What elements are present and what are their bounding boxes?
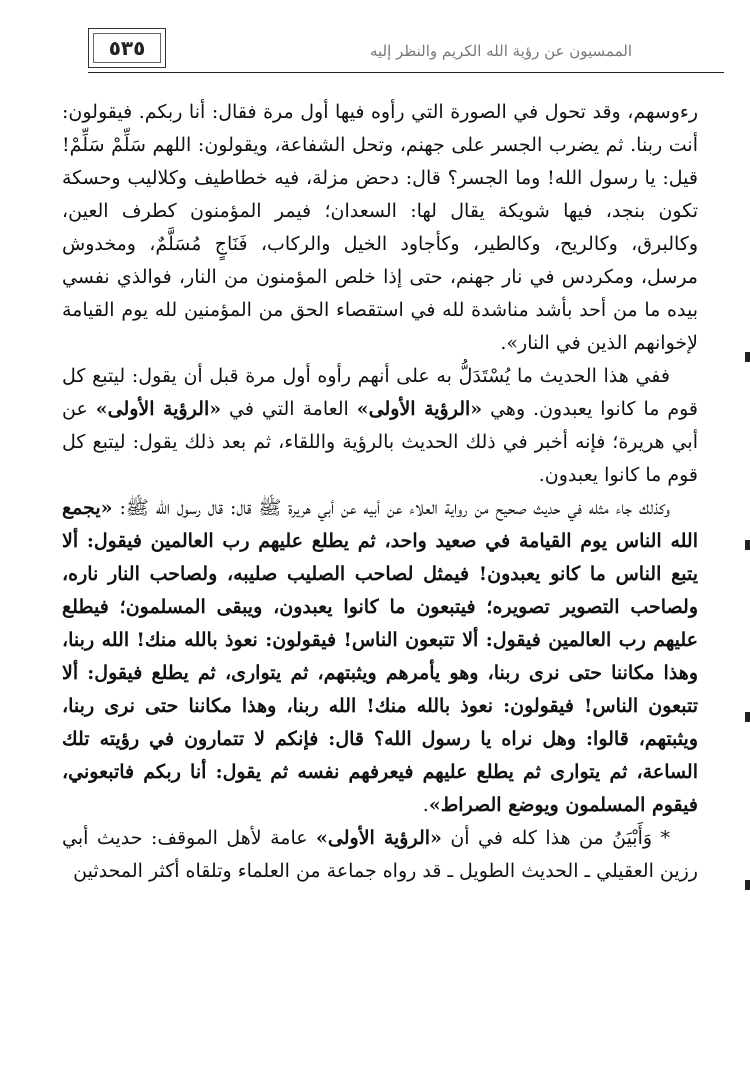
- binding-mark: [745, 712, 750, 722]
- paragraph-4: [62, 822, 698, 888]
- hadith-quote: «يجمع الله الناس يوم القيامة في صعيد واحد، ثم يطلع عليهم رب العالمين فيقول: ألا يتبع الناس ما كانو يعبدون! فيمثل لصاحب الصليب صليبه، ولصاحب النار ناره، ولصاحب التصوير تصويره؛ فيتبعون ما كانوا يعبدون، ويبقى المسلمون؛ فيطلع عليهم رب العالمين فيقول: ألا تتبعون الناس! فيقولون: نعوذ بالله منك! الله ربنا، وهذا مكاننا حتى نرى ربنا، وهو يأمرهم ويثبتهم، ثم يتوارى، ثم يطلع فيقول: ألا تتبعون الناس! فيقولون: نعوذ بالله منك! الله ربنا، وهذا مكاننا حتى نرى ربنا، ويثبتهم، قالوا: وهل نراه يا رسول الله؟ قال: فإنكم لا تتمارون في رؤيته تلك الساعة، ثم يتوارى ثم يطلع عليهم فيعرفهم نفسه ثم يقول: أنا ربكم فاتبعوني، فيقوم المسلمون ويوضع الصراط»: [62, 497, 698, 816]
- paragraph-2: [62, 360, 698, 492]
- text-run: عن أبي هريرة؛ فإنه أخبر في ذلك الحديث بالرؤية واللقاء، ثم بعد ذلك يقول: ليتبع كل قوم ما كانوا يعبدون.: [62, 398, 698, 486]
- bold-run: «الرؤية الأولى»: [316, 827, 442, 849]
- paragraph-1: [62, 96, 698, 360]
- binding-mark: [745, 540, 750, 550]
- text-run: رءوسهم، وقد تحول في الصورة التي رأوه فيها أول مرة فقال: أنا ربكم. فيقولون: أنت ربنا. ثم يضرب الجسر على جهنم، وتحل الشفاعة، ويقولون: اللهم سَلِّمْ سَلِّمْ! قيل: يا رسول الله! وما الجسر؟ قال: دحض مزلة، فيه خطاطيف وكلاليب وحسكة تكون بنجد، فيها شويكة يقال لها: السعدان؛ فيمر المؤمنون كطرف العين، وكالبرق، وكالريح، وكالطير، وكأجاود الخيل والركاب، فَنَاجٍ مُسَلَّمٌ، ومخدوش مرسل، ومكردس في نار جهنم، حتى إذا خلص المؤمنون من النار، فوالذي نفسي بيده ما من أحد بأشد مناشدة لله في استقصاء الحق من المؤمنين لله يوم القيامة لإخوانهم الذين في النار».: [62, 101, 698, 354]
- running-header: [88, 28, 724, 76]
- running-title: الممسيون عن رؤية الله الكريم والنظر إليه: [369, 42, 632, 60]
- page-number: ٥٣٥: [108, 36, 146, 60]
- text-run: وكذلك جاء مثله في حديث صحيح من رواية العلاء عن أبيه عن أبي هريرة ﷺ قال: قال رسول الله ﷺ:: [112, 497, 670, 519]
- binding-mark: [745, 880, 750, 890]
- text-run: عامة لأهل الموقف: حديث أبي رزين العقيلي ـ الحديث الطويل ـ قد رواه جماعة من العلماء وتلقاه أكثر المحدثين: [62, 827, 698, 882]
- binding-mark: [745, 352, 750, 362]
- bold-run: «الرؤية الأولى»: [356, 398, 483, 420]
- page-number-box: [88, 28, 166, 68]
- text-run: العامة التي في: [221, 398, 357, 420]
- text-run: ففي هذا الحديث ما يُسْتَدَلُّ به على أنهم رأوه أول مرة قبل أن يقول: ليتبع كل قوم ما كانوا يعبدون. وهي: [62, 365, 699, 420]
- paragraph-3: [62, 492, 698, 822]
- bold-run: «الرؤية الأولى»: [95, 398, 222, 420]
- text-run: .: [422, 794, 429, 816]
- text-run: * وَأَبْيَنُ من هذا كله في أن: [441, 827, 670, 849]
- header-rule: [88, 72, 724, 73]
- body-text: [62, 96, 698, 888]
